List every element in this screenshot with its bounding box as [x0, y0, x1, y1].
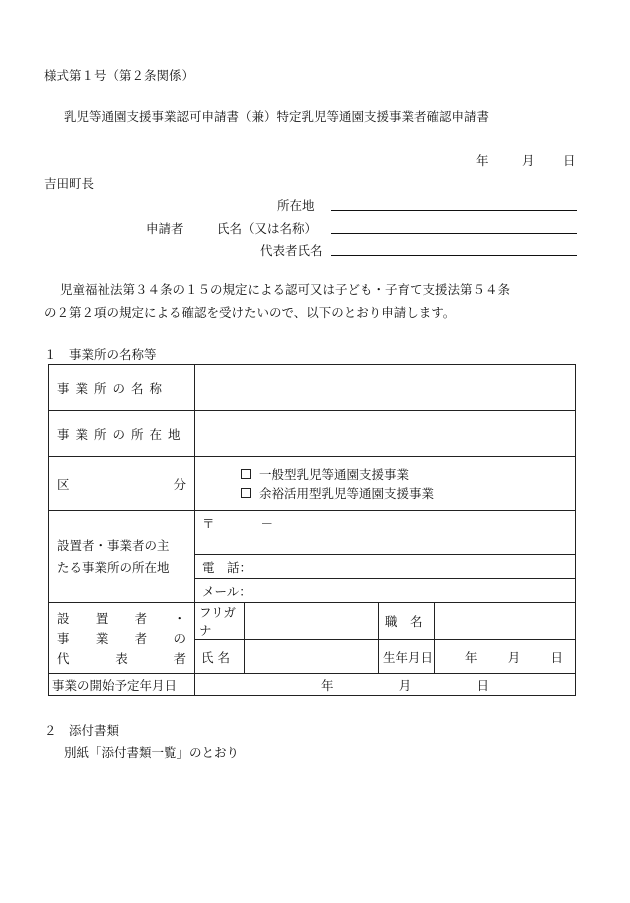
- category-options: [195, 457, 576, 511]
- rep-char: 事: [57, 631, 70, 646]
- rep-char: ・: [173, 611, 186, 626]
- birth-month-label: 月: [507, 649, 521, 665]
- checkbox[interactable]: [241, 488, 251, 498]
- birth-date-label: 生年月日: [379, 640, 435, 674]
- person-name-label: 氏 名: [195, 640, 245, 674]
- postal-mark: 〒: [202, 516, 215, 531]
- body-text-line-2: の２第２項の規定による確認を受けたいので、以下のとおり申請します。: [44, 305, 456, 320]
- category-option-label: 余裕活用型乳児等通園支援事業: [259, 486, 435, 501]
- applicant-address-field[interactable]: [331, 210, 577, 211]
- category-option-general[interactable]: [195, 465, 575, 484]
- person-name-field[interactable]: [245, 640, 379, 674]
- category-label: [49, 457, 195, 511]
- furigana-field[interactable]: [245, 603, 379, 640]
- table-row: [49, 365, 576, 411]
- date-month-label: 月: [522, 153, 535, 168]
- start-year-label: 年: [321, 677, 334, 693]
- category-label-2: 分: [173, 476, 186, 492]
- table-row: [49, 674, 576, 696]
- email-cell[interactable]: [195, 579, 576, 603]
- facility-table: [48, 364, 576, 696]
- position-field[interactable]: [435, 603, 576, 640]
- category-option-label: 一般型乳児等通園支援事業: [259, 467, 410, 482]
- form-number: 様式第１号（第２条関係）: [44, 68, 195, 83]
- section2-heading: ２ 添付書類: [44, 723, 120, 738]
- applicant-rep-field[interactable]: [331, 255, 577, 256]
- main-office-label-1: 設置者・事業者の主: [57, 537, 170, 553]
- rep-char: 業: [95, 631, 109, 646]
- rep-char: の: [173, 631, 186, 646]
- position-label: 職 名: [379, 603, 435, 640]
- section2-note: 別紙「添付書類一覧」のとおり: [64, 745, 240, 760]
- rep-char: 者: [134, 631, 148, 646]
- birth-year-label: 年: [465, 649, 478, 665]
- phone-label: 電 話：: [202, 559, 253, 575]
- category-option-surplus[interactable]: [195, 484, 575, 503]
- table-row: [49, 603, 576, 640]
- page-title: 乳児等通園支援事業認可申請書（兼）特定乳児等通園支援事業者確認申請書: [64, 109, 490, 124]
- section1-heading: １ 事業所の名称等: [44, 347, 157, 362]
- facility-name-field[interactable]: [195, 365, 576, 411]
- table-row: [49, 511, 576, 555]
- postal-cell[interactable]: [195, 511, 576, 555]
- addressee: 吉田町長: [44, 176, 95, 191]
- phone-cell[interactable]: [195, 555, 576, 579]
- table-row: [49, 411, 576, 457]
- rep-char: 設: [57, 611, 70, 626]
- applicant-name-label: 氏名（又は名称）: [217, 221, 318, 236]
- representative-label: [49, 603, 195, 674]
- facility-name-label: 事業所の名称: [49, 365, 195, 411]
- rep-char: 者: [173, 651, 186, 666]
- category-label-1: 区: [57, 476, 70, 492]
- start-date-label: 事業の開始予定年月日: [49, 674, 195, 696]
- birth-date-field[interactable]: [435, 640, 576, 674]
- start-day-label: 日: [476, 677, 489, 693]
- main-office-label-2: たる事業所の所在地: [57, 559, 170, 575]
- postal-dash: －: [260, 516, 274, 531]
- date-day-label: 日: [563, 153, 576, 168]
- birth-day-label: 日: [550, 649, 563, 665]
- email-label: メール：: [202, 583, 252, 599]
- main-office-label: [49, 511, 195, 603]
- rep-char: 者: [134, 611, 148, 626]
- checkbox[interactable]: [241, 469, 251, 479]
- body-text-line-1: 児童福祉法第３４条の１５の規定による認可又は子ども・子育て支援法第５４条: [60, 282, 511, 297]
- date-year-label: 年: [476, 153, 489, 168]
- table-row: [49, 457, 576, 511]
- applicant-address-label: 所在地: [277, 198, 315, 213]
- facility-location-label: 事業所の所在地: [49, 411, 195, 457]
- rep-char: 代: [57, 651, 70, 666]
- start-date-field[interactable]: [195, 674, 576, 696]
- applicant-name-field[interactable]: [331, 233, 577, 234]
- applicant-group-label: 申請者: [146, 221, 184, 236]
- facility-location-field[interactable]: [195, 411, 576, 457]
- applicant-rep-label: 代表者氏名: [260, 243, 323, 258]
- rep-char: 表: [115, 651, 128, 666]
- rep-char: 置: [95, 611, 109, 626]
- furigana-label: フリガナ: [195, 603, 245, 640]
- start-month-label: 月: [398, 677, 412, 693]
